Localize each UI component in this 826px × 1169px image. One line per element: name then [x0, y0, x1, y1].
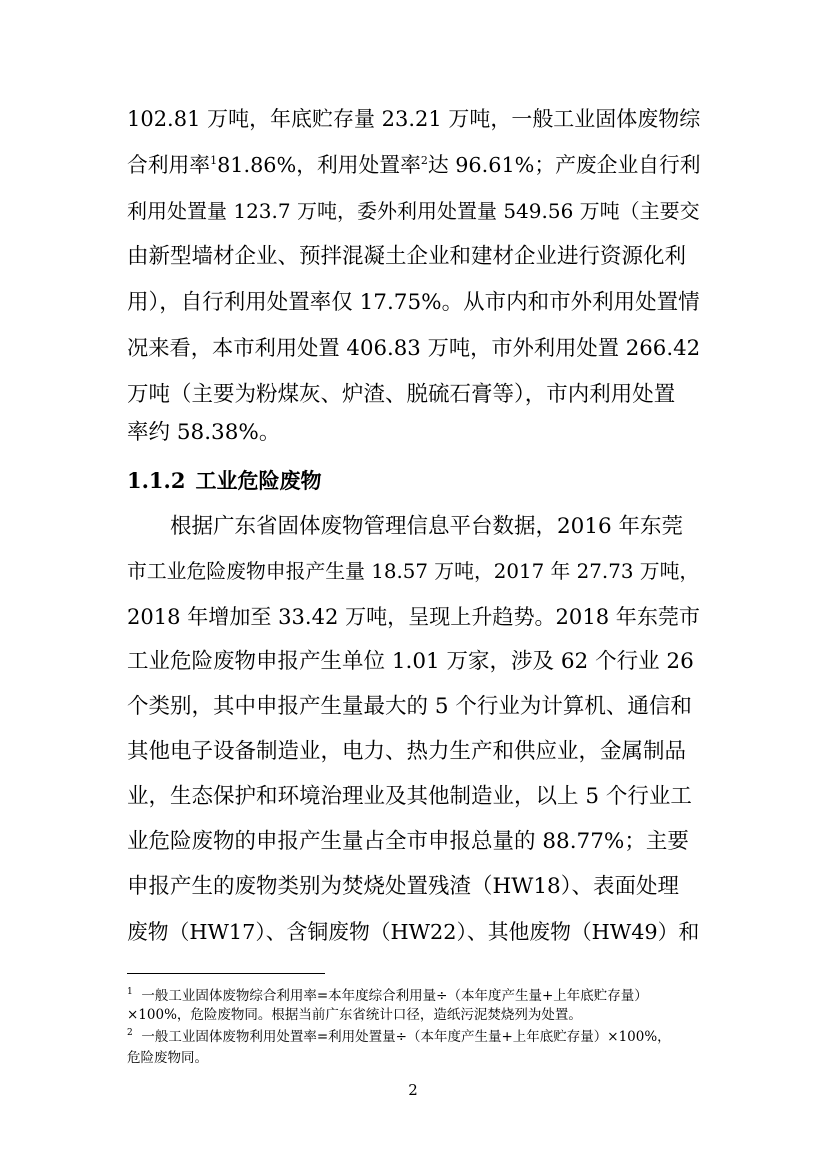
body-line: 废物（HW17）、含铜废物（HW22）、其他废物（HW49）和: [127, 920, 700, 944]
body-line: 业，生态保护和环境治理业及其他制造业，以上 5 个行业工: [127, 784, 692, 809]
footnote-mark: 1: [127, 987, 133, 997]
body-line: 市工业危险废物申报产生量 18.57 万吨，2017 年 27.73 万吨，: [127, 560, 700, 583]
footnote-2-cont: 危险废物同。: [127, 1050, 208, 1066]
footnote-text: 一般工业固体废物利用处置率=利用处置量÷（本年度产生量+上年底贮存量）×100%，: [141, 1029, 671, 1045]
body-line: 率约 58.38%。: [127, 420, 281, 445]
footnote-ref[interactable]: 1: [210, 154, 218, 167]
text-run: 合利用率: [127, 153, 211, 177]
body-line: 利用处置量 123.7 万吨，委外利用处置量 549.56 万吨（主要交: [127, 199, 700, 223]
body-line: 102.81 万吨，年底贮存量 23.21 万吨，一般工业固体废物综: [127, 107, 701, 131]
body-line: 申报产生的废物类别为焚烧处置残渣（HW18）、表面处理: [127, 874, 679, 899]
body-line: 由新型墙材企业、预拌混凝土企业和建材企业进行资源化利: [127, 244, 687, 269]
body-line-with-footnote-refs: [127, 150, 701, 180]
body-line: 工业危险废物申报产生单位 1.01 万家，涉及 62 个行业 26: [127, 649, 694, 674]
footnote-separator: [127, 973, 325, 974]
footnote-ref[interactable]: 2: [420, 154, 428, 167]
section-title: 工业危险废物: [195, 468, 322, 493]
text-run: 81.86%，利用处置率: [217, 153, 421, 177]
footnote-1-cont: ×100%，危险废物同。根据当前广东省统计口径，造纸污泥焚烧列为处置。: [127, 1007, 582, 1023]
body-line: 业危险废物的申报产生量占全市申报总量的 88.77%；主要: [127, 829, 689, 854]
text-run: 达 96.61%；产废企业自行利: [427, 153, 701, 177]
body-line: 况来看，本市利用处置 406.83 万吨，市外利用处置 266.42: [127, 336, 701, 361]
body-line: 其他电子设备制造业，电力、热力生产和供应业，金属制品: [127, 739, 687, 764]
body-line: 根据广东省固体废物管理信息平台数据，2016 年东莞: [170, 514, 684, 539]
body-line: 2018 年增加至 33.42 万吨，呈现上升趋势。2018 年东莞市: [127, 604, 700, 629]
footnote-mark: 2: [127, 1028, 133, 1038]
section-heading: [127, 466, 321, 496]
body-line: 万吨（主要为粉煤灰、炉渣、脱硫石膏等），市内利用处置: [127, 382, 676, 407]
body-line: 用），自行利用处置率仅 17.75%。从市内和市外利用处置情: [127, 290, 700, 315]
section-number: 1.1.2: [127, 468, 186, 493]
page-number: 2: [408, 1081, 418, 1099]
footnote-2: [127, 1027, 671, 1047]
footnote-1: [127, 986, 648, 1006]
footnote-text: 一般工业固体废物综合利用率=本年度综合利用量÷（本年度产生量+上年底贮存量）: [141, 988, 648, 1004]
body-line: 个类别，其中申报产生量最大的 5 个行业为计算机、通信和: [127, 694, 692, 719]
